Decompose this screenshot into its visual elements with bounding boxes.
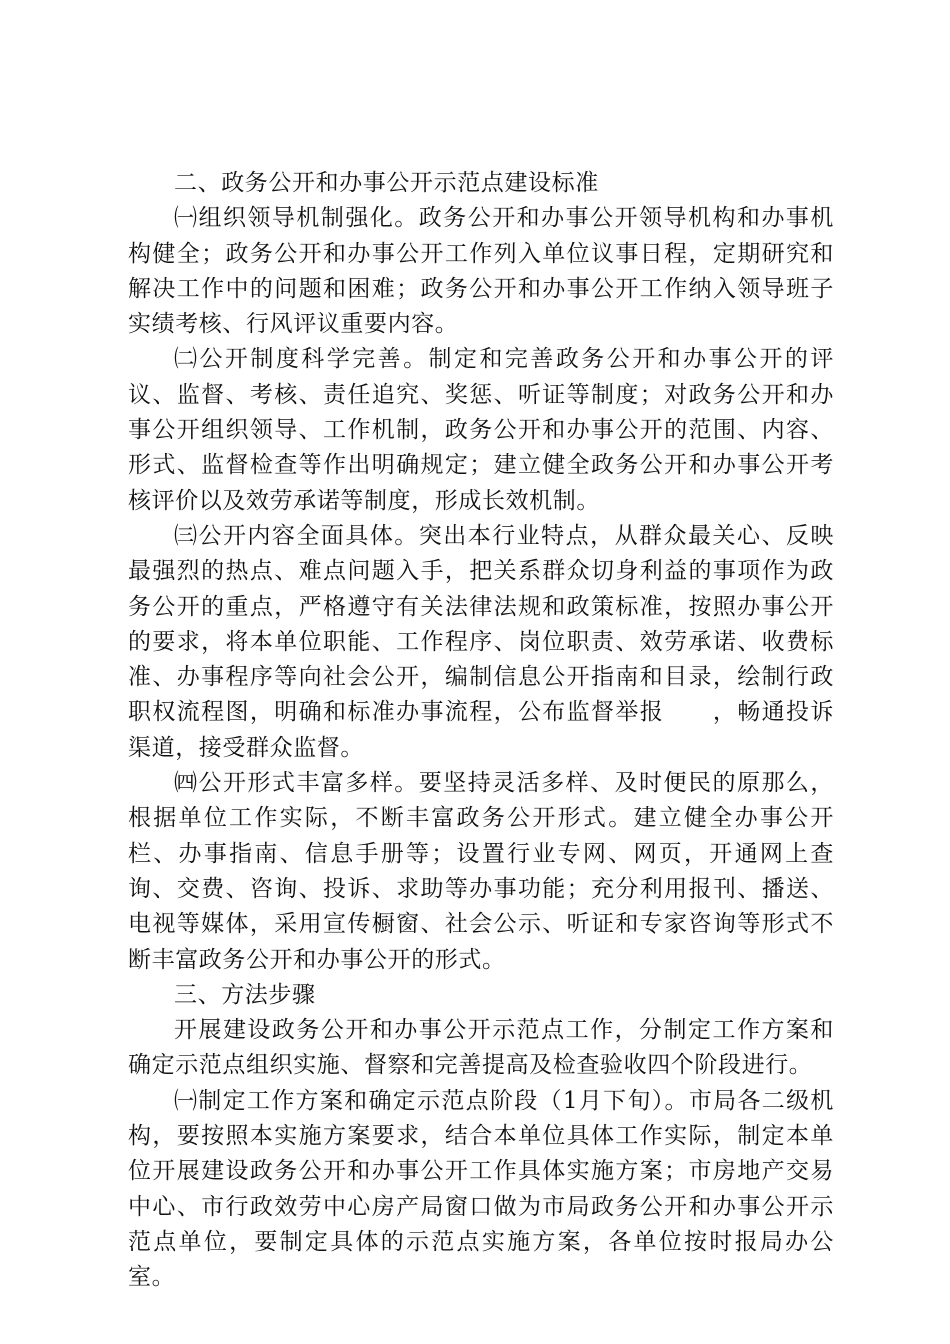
paragraph-content: ㈢公开内容全面具体。突出本行业特点，从群众最关心、反映最强烈的热点、难点问题入手，把关系群众切身利益的事项作为政务公开的重点，严格遵守有关法律法规和政策标准，按照办事公开的要求，将本单位职能、工作程序、岗位职责、效劳承诺、收费标准、办事程序等向社会公开，编制信息公开指南和目录，绘制行政职权流程图，明确和标准办事流程，公布监督举报 ，畅通投诉渠道，接受群众监督。 <box>128 522 834 761</box>
paragraph-phase-1: ㈠制定工作方案和确定示范点阶段（1月下旬）。市局各二级机构，要按照本实施方案要求，结合本单位具体工作实际，制定本单位开展建设政务公开和办事公开工作具体实施方案；市房地产交易中心、市行政效劳中心房产局窗口做为市局政务公开和办事公开示范点单位，要制定具体的示范点实施方案，各单位按时报局办公室。 <box>128 1087 834 1291</box>
paragraph-system: ㈡公开制度科学完善。制定和完善政务公开和办事公开的评议、监督、考核、责任追究、奖惩、听证等制度；对政务公开和办事公开组织领导、工作机制，政务公开和办事公开的范围、内容、形式、监督检查等作出明确规定；建立健全政务公开和办事公开考核评价以及效劳承诺等制度，形成长效机制。 <box>128 346 834 514</box>
paragraph-organization: ㈠组织领导机制强化。政务公开和办事公开领导机构和办事机构健全；政务公开和办事公开工作列入单位议事日程，定期研究和解决工作中的问题和困难；政务公开和办事公开工作纳入领导班子实绩考核、行风评议重要内容。 <box>128 205 834 338</box>
paragraph-method-intro: 开展建设政务公开和办事公开示范点工作，分制定工作方案和确定示范点组织实施、督察和完善提高及检查验收四个阶段进行。 <box>128 1017 834 1079</box>
paragraph-form: ㈣公开形式丰富多样。要坚持灵活多样、及时便民的原那么，根据单位工作实际，不断丰富政务公开形式。建立健全办事公开栏、办事指南、信息手册等；设置行业专网、网页，开通网上查询、交费、咨询、投诉、求助等办事功能；充分利用报刊、播送、电视等媒体，采用宣传橱窗、社会公示、听证和专家咨询等形式不断丰富政务公开和办事公开的形式。 <box>128 770 834 973</box>
section-heading-2: 二、政务公开和办事公开示范点建设标准 <box>174 170 599 196</box>
section-heading-3: 三、方法步骤 <box>174 981 316 1008</box>
document-body <box>128 166 834 1296</box>
